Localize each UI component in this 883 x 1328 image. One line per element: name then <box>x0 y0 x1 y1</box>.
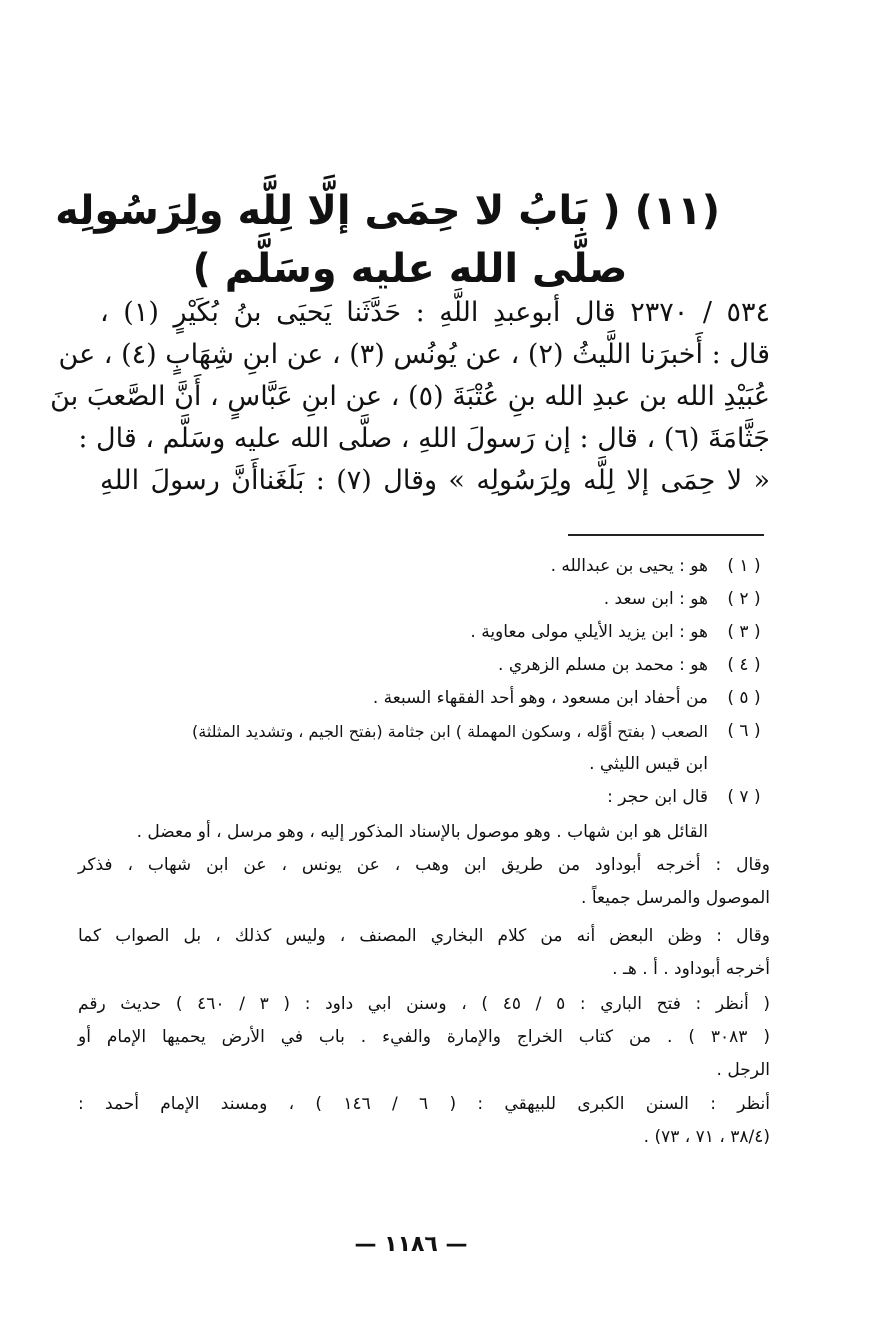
chapter-heading-line-2: صلَّى الله عليه وسَلَّم ) <box>192 246 628 292</box>
footnote-number: ( ٥ ) <box>727 688 761 708</box>
footnote-text: ابن قيس الليثي . <box>589 754 708 774</box>
hadith-text <box>50 292 771 502</box>
footnote-4 <box>78 649 770 682</box>
page-number: — ١١٨٦ — <box>354 1232 468 1257</box>
footnote-number: ( ٦ ) <box>727 721 761 741</box>
commentary-line: وقال : وظن البعض أنه من كلام البخاري المصنف ، وليس كذلك ، بل الصواب كما <box>78 926 770 946</box>
footnote-3 <box>78 616 770 649</box>
hadith-line: « لا حِمَى إلا لِلَّه ولِرَسُولِه » وقال (٧) : بَلَغَناأَنَّ رسولَ اللهِ <box>100 465 771 496</box>
footnote-2 <box>78 583 770 616</box>
commentary-line: الرجل . <box>716 1060 770 1080</box>
footnote-text: هو : ابن يزيد الأيلي مولى معاوية . <box>470 622 708 642</box>
footnote-6-continued <box>78 748 770 781</box>
hadith-line: عُبَيْدِ الله بن عبدِ الله بنِ عُتْبَةَ (٥) ، عن ابنِ عَبَّاسٍ ، أَنَّ الصَّعبَ بنَ <box>50 381 770 412</box>
commentary-line: (٣٨/٤ ، ٧١ ، ٧٣) . <box>643 1127 770 1147</box>
commentary-line: ( أنظر : فتح الباري : ٥ / ٤٥ ) ، وسنن ابي داود : ( ٣ / ٤٦٠ ) حديث رقم <box>78 994 770 1014</box>
footnote-number: ( ١ ) <box>727 556 761 576</box>
footnote-text: الصعب ( بفتح أوَّله ، وسكون المهملة ) ابن جثامة (بفتح الجيم ، وتشديد المثلثة) <box>192 722 708 741</box>
footnote-number: ( ٢ ) <box>727 589 761 609</box>
footnote-5 <box>78 682 770 715</box>
footnote-1 <box>78 550 770 583</box>
commentary-line: وقال : أخرجه أبوداود من طريق ابن وهب ، عن يونس ، عن ابن شهاب ، فذكر <box>78 855 770 875</box>
footnote-text: من أحفاد ابن مسعود ، وهو أحد الفقهاء السبعة . <box>372 688 708 708</box>
commentary-line: ( ٣٠٨٣ ) . من كتاب الخراج والإمارة والفيء . باب في الأرض يحميها الإمام أو <box>78 1027 770 1047</box>
footnote-6 <box>78 715 770 748</box>
hadith-line: جَثَّامَةَ (٦) ، قال : إن رَسولَ اللهِ ، صلَّى الله عليه وسَلَّم ، قال : <box>78 423 770 454</box>
footnote-separator <box>568 534 764 536</box>
footnote-text: هو : ابن سعد . <box>603 589 708 609</box>
commentary-line: الموصول والمرسل جميعاً . <box>581 888 770 908</box>
footnote-text: هو : يحيى بن عبدالله . <box>550 556 708 576</box>
footnote-7 <box>78 781 770 814</box>
commentary-line: أنظر : السنن الكبرى للبيهقي : ( ٦ / ١٤٦ ) ، ومسند الإمام أحمد : <box>78 1094 770 1114</box>
hadith-line: قال : أَخبرَنا اللَّيثُ (٢) ، عن يُونُس (٣) ، عن ابنِ شِهَابٍ (٤) ، عن <box>58 339 770 370</box>
commentary-line: القائل هو ابن شهاب . وهو موصول بالإسناد المذكور إليه ، وهو مرسل ، أو معضل . <box>136 822 708 842</box>
chapter-heading-line-1: (١١) ( بَابُ لا حِمَى إلَّا لِلَّه ولِرَسُولِه <box>55 188 720 234</box>
footnote-text: قال ابن حجر : <box>607 787 708 807</box>
footnote-text: هو : محمد بن مسلم الزهري . <box>498 655 708 675</box>
chapter-heading <box>55 182 720 298</box>
footnote-number: ( ٧ ) <box>727 787 761 807</box>
footnote-number: ( ٤ ) <box>727 655 761 675</box>
hadith-line: ٥٣٤ / ٢٣٧٠ قال أبوعبدِ اللَّهِ : حَدَّثَنا يَحيَى بنُ بُكَيْرٍ (١) ، <box>100 297 771 328</box>
commentary-line: أخرجه أبوداود . أ . هـ . <box>612 959 770 979</box>
footnote-number: ( ٣ ) <box>727 622 761 642</box>
